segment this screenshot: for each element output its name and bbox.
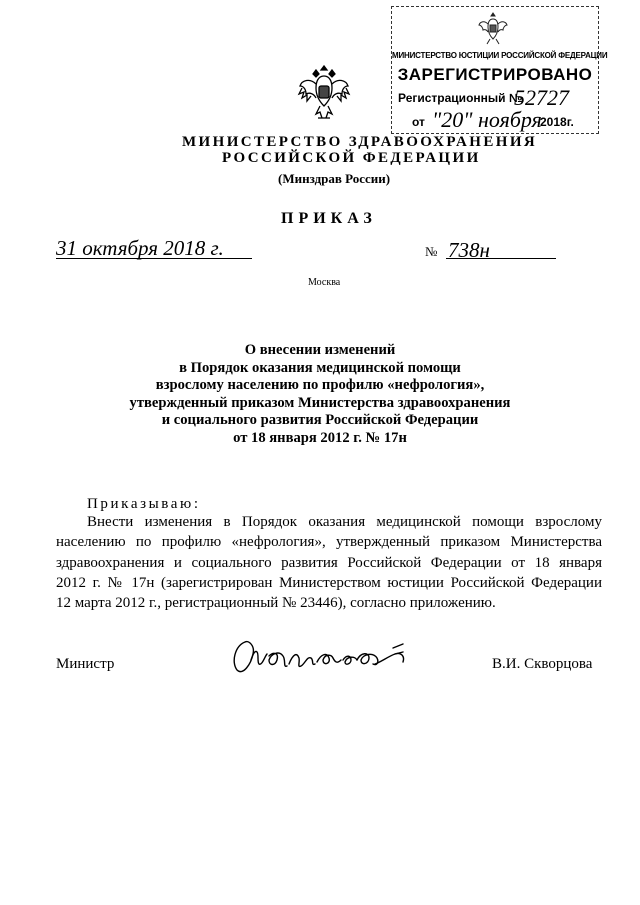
order-verb: Приказываю:	[87, 496, 201, 512]
order-date: 31 октября 2018 г.	[56, 236, 224, 260]
subject-line: в Порядок оказания медицинской помощи	[179, 359, 461, 376]
document-title: ПРИКАЗ	[281, 210, 377, 227]
stamp-reg-number: 52727	[514, 85, 569, 110]
stamp-date-prefix: от	[412, 115, 425, 129]
body-line: населению по профилю «нефрология», утвержденный приказом Министерства	[56, 534, 602, 551]
body-line: 12 марта 2012 г., регистрационный № 23446), согласно приложению.	[56, 595, 496, 612]
order-date-underline	[56, 258, 252, 259]
signatory-name: В.И. Скворцова	[492, 656, 593, 672]
subject-line: и социального развития Российской Федерации	[161, 412, 479, 429]
stamp-year: 2018г.	[540, 115, 574, 129]
ministry-name-line-2: РОССИЙСКОЙ ФЕДЕРАЦИИ	[222, 150, 481, 166]
body-line: 2012 г. № 17н (зарегистрирован Министерством юстиции Российской Федерации	[56, 574, 602, 591]
body-line: Внести изменения в Порядок оказания медицинской помощи взрослому	[87, 514, 602, 530]
stamp-emblem	[478, 11, 508, 47]
number-sign: №	[425, 244, 438, 259]
registration-stamp	[391, 6, 608, 134]
handwritten-signature	[225, 630, 421, 688]
subject-line: утвержденный приказом Министерства здравоохранения	[129, 394, 511, 411]
order-subject	[0, 342, 640, 448]
body-paragraph	[56, 512, 602, 613]
stamp-reg-label: Регистрационный №	[398, 91, 523, 105]
subject-line: взрослому населению по профилю «нефрология»,	[155, 377, 485, 394]
stamp-registered-text: ЗАРЕГИСТРИРОВАНО	[397, 65, 593, 84]
order-number: 738н	[448, 238, 490, 262]
subject-line: от 18 января 2012 г. № 17н	[233, 429, 407, 446]
stamp-date-handwritten: "20" ноября	[432, 107, 542, 132]
subject-line: О внесении изменений	[244, 342, 396, 358]
ministry-short-name: (Минздрав России)	[278, 171, 391, 186]
body-line: здравоохранения и социального развития Российской Федерации от 18 января	[56, 554, 602, 571]
signatory-title: Министр	[56, 656, 115, 672]
order-number-underline	[446, 258, 556, 259]
coat-of-arms-emblem	[296, 62, 352, 124]
ministry-name-line-1: МИНИСТЕРСТВО ЗДРАВООХРАНЕНИЯ	[182, 134, 538, 150]
city: Москва	[308, 277, 341, 288]
stamp-ministry-text: МИНИСТЕРСТВО ЮСТИЦИИ РОССИЙСКОЙ ФЕДЕРАЦИИ	[392, 51, 608, 60]
